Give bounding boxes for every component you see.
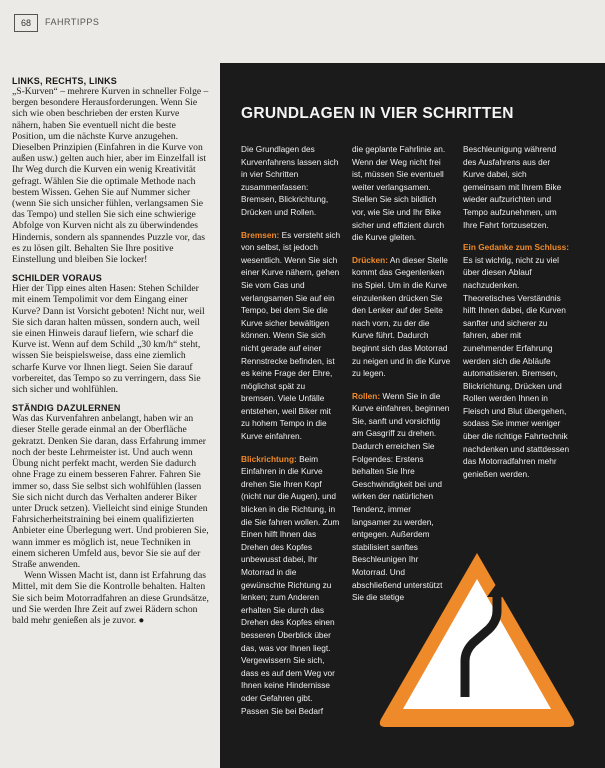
double-curve-warning-sign-icon (371, 543, 583, 733)
info-box (220, 63, 605, 768)
section-heading: LINKS, RECHTS, LINKS (12, 76, 118, 86)
left-column (12, 76, 210, 634)
paragraph: Hier der Tipp eines alten Hasen: Stehen Schilder mit einem Tempolimit vor dem Eingang einer Kurve? Dann ist Vorsicht geboten! Nicht nur, weil Sie sich daran halten müssen, sondern auch, weil sie einen Hinweis darauf liefern, wie scharf die Kurve ist. Wenn auf dem Schild „30 km/h“ steht, wissen Sie beispielsweise, dass eine ziemlich scharfe Kurve vor Ihnen liegt. Seien Sie darauf vorbereitet, das Tempo so zu verringern, dass Sie sich sicher und wohlfühlen. (12, 283, 205, 396)
running-head: FAHRTIPPS (45, 17, 100, 27)
section-heading: STÄNDIG DAZULERNEN (12, 403, 121, 414)
box-paragraph: Beschleunigung während des Ausfahrens aus der Kurve dabei, sich gemeinsam mit Ihrem Bike wieder aufzurichten und Tempo aufzunehmen, um Ihre Fahrt fortzusetzen. (463, 144, 562, 230)
box-column-1 (241, 143, 341, 727)
box-paragraph: Bremsen: Es versteht sich von selbst, ist jedoch wesentlich. Wenn Sie sich einer Kurve nähern, gehen Sie vom Gas und verlangsamen Sie auf ein Tempo, bei dem Sie die Kurve sicher bewältigen können. Wenn Sie sich nicht gerade auf einer Rennstrecke befinden, ist es keine Frage der Ehre, möglichst spät zu bremsen. Viele Unfälle entstehen, weil Biker mit zu hohem Tempo in die Kurve einfahren. (241, 229, 341, 442)
paragraph: „S-Kurven“ – mehrere Kurven in schneller Folge – bergen besondere Herausforderungen. Wenn Sie sich wie oben beschrieben der ersten Kurve nähern, haben Sie eventuell nicht die beste Position, um die nächste Kurve anzugehen. Dieselben Prinzipien (Einfahren in die Kurve von außen usw.) gelten auch hier, aber im Einzelfall ist Ihr Weg durch die Kurven ein wenig Kreativität gefragt. Wählen Sie die optimale Methode nach bestem Wissen. Gehen Sie auf Nummer sicher (wenn Sie sich unsicher fühlen, verlangsamen Sie das Tempo) und stellen Sie sich eine schwierige Abfolge von Kurven nicht als zu überwindendes Hindernis, sondern als spannendes Puzzle vor, das es zu lösen gilt. Behalten Sie Ihre positive Einstellung und bleiben Sie locker! (12, 86, 209, 266)
paragraph: Was das Kurvenfahren anbelangt, haben wir an dieser Stelle gerade einmal an der Oberfläche gekratzt. Denken Sie daran, dass Erfahrung immer noch der beste Lehrmeister ist. Und auch wenn Übung nicht perfekt macht, werden Sie dadurch ohne Frage zu einem besseren Fahrer. Fahren Sie immer so, dass Sie selbst sich wohlfühlen (lassen Sie sich nicht durch das Verhalten anderer Biker unter Druck setzen). Vielleicht sind einige Stunden Fahrsicherheitstraining bei einem qualifizierten Anbieter eine Überlegung wert. Und probieren Sie, wann immer es möglich ist, neue Techniken in einem sicheren Umfeld aus, bevor Sie sie auf der Straße anwenden. (12, 413, 209, 570)
box-paragraph: Die Grundlagen des Kurvenfahrens lassen sich in vier Schritten zusammenfassen: Bremsen, Blickrichtung, Drücken und Rollen. (241, 144, 339, 217)
paragraph: Wenn Wissen Macht ist, dann ist Erfahrung das Mittel, mit dem Sie die Kontrolle behalten. Halten Sie sich beim Motorradfahren an diese Grundsätze, und Sie werden Ihre Zeit auf zwei Rädern schon bald mehr genießen als je zuvor. ● (12, 570, 209, 626)
section-heading: SCHILDER VORAUS (12, 273, 103, 284)
box-column-3 (463, 143, 570, 490)
box-paragraph: die geplante Fahrlinie an. Wenn der Weg nicht frei ist, müssen Sie eventuell weiter verlangsamen. Stellen Sie sich bildlich vor, wie Sie und Ihr Bike sicher und effizient durch die Kurve gleiten. (352, 144, 446, 243)
box-title: GRUNDLAGEN IN VIER SCHRITTEN (241, 105, 514, 122)
box-paragraph: Drücken: An dieser Stelle kommt das Gegenlenken ins Spiel. Um in die Kurve einzulenken drücken Sie den Lenker auf der Seite nach vorn, zu der die Kurve führt. Dadurch beginnt sich das Motorrad zu neigen und in die Kurve zu legen. (352, 254, 451, 379)
box-paragraph: Ein Gedanke zum Schluss: Es ist wichtig, nicht zu viel über diesen Ablauf nachzudenken. Theoretisches Verständnis hilft Ihnen dabei, die Kurven sanfter und sicherer zu fahren, aber mit zunehmender Erfahrung werden sich die Abläufe automatisieren. Bremsen, Blickrichtung, Drücken und Rollen werden Ihnen in Fleisch und Blut übergehen, sodass Sie immer weniger über die richtige Fahrtechnik nachdenken und stattdessen das Motorradfahren mehr genießen werden. (463, 242, 570, 479)
box-paragraph: Blickrichtung: Beim Einfahren in die Kurve drehen Sie Ihren Kopf (nicht nur die Augen), und blicken in die Richtung, in die Sie fahren wollen. Zum Einen hilft Ihnen das Drehen des Kopfes unbewusst dabei, Ihr Motorrad in die gewünschte Richtung zu lenken; zum Anderen erhalten Sie durch das Drehen des Kopfes einen besseren Überblick über das, was vor Ihnen liegt. Vergewissern Sie sich, dass es auf dem Weg vor Ihnen keine Hindernisse oder Gefahren gibt. Passen Sie bei Bedarf (241, 453, 340, 716)
page-number: 68 (14, 14, 38, 32)
box-paragraph: Rollen: Wenn Sie in die Kurve einfahren, beginnen Sie, sanft und vorsichtig am Gasgriff zu drehen. Dadurch erreichen Sie Folgendes: Erstens behalten Sie Ihre Geschwindigkeit bei und wirken der natürlichen Tendenz, immer langsamer zu werden, entgegen. Außerdem stabilisiert sanftes Beschleunigen Ihr Motorrad. Und abschließend unterstützt Sie die stetige (352, 390, 450, 603)
